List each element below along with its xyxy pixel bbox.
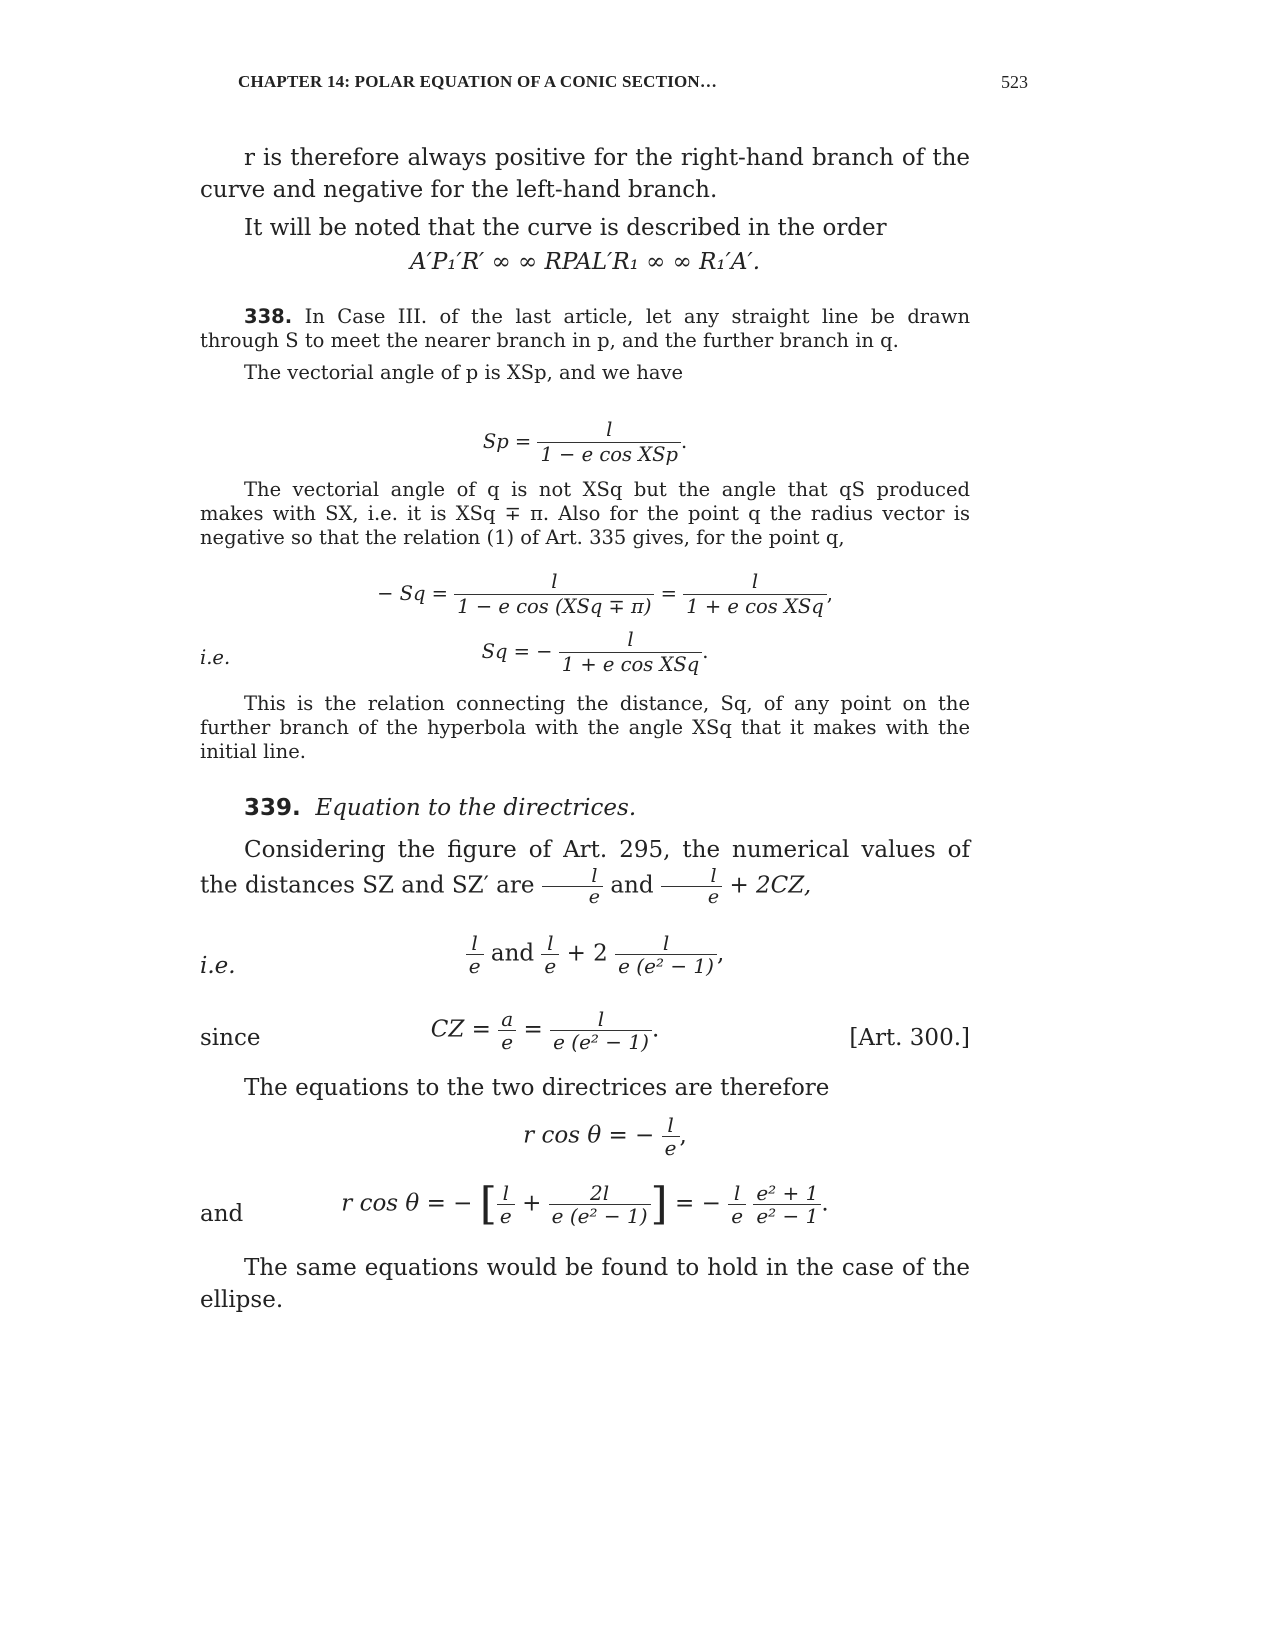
numerator: e² + 1: [756, 1181, 819, 1205]
art338-number: 338.: [244, 305, 293, 328]
eq-sp-lhs: Sp =: [482, 430, 532, 453]
numerator: l: [471, 931, 478, 955]
fraction: [497, 1182, 515, 1227]
numerator: l: [551, 570, 558, 593]
plus-sign: +: [522, 1190, 542, 1217]
art338-text: In Case III. of the last article, let any straight line be drawn through S to meet the nearer branch in p, and the further branch in q.: [200, 305, 970, 352]
numerator: l: [662, 931, 670, 955]
fraction: [498, 1008, 516, 1053]
fraction: [466, 932, 484, 977]
numerator: l: [606, 418, 613, 441]
denominator: 1 + e cos XSq: [559, 652, 702, 677]
numerator: l: [597, 1007, 605, 1031]
denominator: e (e² − 1): [549, 1204, 651, 1227]
article-339-heading: [200, 792, 970, 824]
and-label: and: [200, 1201, 244, 1227]
ie-label: i.e.: [200, 953, 236, 979]
punctuation: .: [651, 1016, 660, 1043]
denominator: e: [498, 1030, 516, 1053]
fraction: [683, 570, 826, 619]
art339-text-line: [200, 834, 970, 907]
order-formula: A′P₁′R′ ∞ ∞ RPAL′R₁ ∞ ∞ R₁′A′.: [409, 249, 761, 275]
directrices-text: The equations to the two directrices are therefore: [244, 1075, 830, 1101]
denominator: e: [541, 954, 559, 977]
fraction: [454, 570, 654, 619]
art338-paragraph: [200, 305, 970, 353]
eq-neg-sq-lhs: − Sq =: [377, 582, 449, 605]
art339-paragraph: [200, 834, 970, 907]
equals-sign: = −: [675, 1190, 721, 1217]
art339-number: 339.: [244, 795, 301, 821]
punctuation: ,: [716, 940, 725, 967]
vectorial-q-block: [200, 478, 970, 550]
fraction: [662, 1114, 680, 1159]
numerator: 2l: [590, 1181, 610, 1205]
eq1-lhs: r cos θ = −: [523, 1122, 655, 1149]
numerator: l: [547, 931, 554, 955]
vectorial-p-text: The vectorial angle of p is XSp, and we have: [244, 361, 684, 384]
denominator: e: [661, 886, 722, 907]
fraction: [728, 1182, 746, 1227]
ellipse-paragraph: [200, 1252, 970, 1316]
vectorial-q-text: The vectorial angle of q is not XSq but the angle that qS produced makes with SX, i.e. it is XSq ∓ π. Also for the point q the radius vector is negative so that the relation (1) of Art. 335 gives, for the point q,: [200, 478, 970, 549]
numerator: l: [627, 628, 634, 651]
denominator: e: [497, 1204, 515, 1227]
fraction: [549, 1182, 651, 1227]
denominator: e: [466, 954, 484, 977]
denominator: e: [728, 1204, 746, 1227]
and-word: and: [610, 872, 654, 899]
article-reference: [Art. 300.]: [849, 1025, 970, 1051]
art339-title: Equation to the directrices.: [315, 795, 637, 821]
art339-heading-line: [200, 792, 970, 824]
ellipse-text: The same equations would be found to hold in the case of the ellipse.: [200, 1255, 970, 1313]
equals-sign: =: [523, 1016, 543, 1043]
ie-label: i.e.: [200, 646, 231, 669]
since-label: since: [200, 1025, 261, 1051]
fraction: [753, 1182, 821, 1227]
fraction: [661, 866, 722, 907]
fraction: [615, 932, 717, 977]
numerator: l: [733, 1181, 741, 1205]
and-word: and: [490, 940, 535, 967]
equals-sign: =: [660, 582, 678, 605]
denominator: e: [662, 1136, 680, 1159]
numerator: l: [591, 865, 598, 887]
cz-lhs: CZ =: [430, 1016, 491, 1043]
plus-two: + 2: [566, 940, 608, 967]
conclusion-block: [200, 692, 970, 764]
art339-text: Considering the figure of Art. 295, the numerical values of the distances SZ and SZ′ are: [200, 837, 970, 899]
numerator: l: [710, 865, 717, 887]
eq2-lhs: r cos θ = −: [341, 1190, 473, 1217]
order-sentence: It will be noted that the curve is described in the order: [244, 215, 887, 241]
eq-sq-lhs: Sq = −: [481, 640, 553, 663]
punctuation: ,: [826, 582, 833, 605]
numerator: l: [502, 1181, 510, 1205]
intro-paragraph: [200, 142, 970, 278]
left-bracket: [: [479, 1178, 497, 1230]
punctuation: .: [702, 640, 709, 663]
punctuation: .: [680, 430, 688, 453]
denominator: 1 − e cos (XSq ∓ π): [454, 594, 654, 619]
denominator: e² − 1: [753, 1204, 821, 1227]
article-338: [200, 305, 970, 385]
denominator: 1 − e cos XSp: [537, 442, 680, 467]
fraction: [542, 866, 603, 907]
denominator: e: [542, 886, 603, 907]
fraction: [559, 628, 702, 677]
punctuation: .: [821, 1190, 829, 1217]
directrices-intro: [200, 1072, 970, 1104]
right-bracket: ]: [650, 1178, 668, 1230]
plus-2cz: + 2CZ,: [729, 872, 812, 899]
page-number: 523: [1001, 72, 1028, 92]
fraction: [550, 1008, 652, 1053]
punctuation: ,: [679, 1122, 687, 1149]
conclusion-text: This is the relation connecting the distance, Sq, of any point on the further branch of the hyperbola with the angle XSq that it makes with the initial line.: [200, 692, 970, 763]
page-header: [238, 72, 1028, 102]
denominator: 1 + e cos XSq: [683, 594, 826, 619]
intro-sentence: r is therefore always positive for the right-hand branch of the curve and negative for the left-hand branch.: [200, 145, 970, 203]
numerator: l: [751, 570, 759, 593]
chapter-title: CHAPTER 14: POLAR EQUATION OF A CONIC SECTION…: [238, 72, 718, 91]
numerator: a: [501, 1007, 514, 1031]
denominator: e (e² − 1): [550, 1030, 652, 1053]
fraction: [537, 418, 680, 467]
denominator: e (e² − 1): [615, 954, 717, 977]
numerator: l: [667, 1113, 674, 1137]
fraction: [541, 932, 559, 977]
